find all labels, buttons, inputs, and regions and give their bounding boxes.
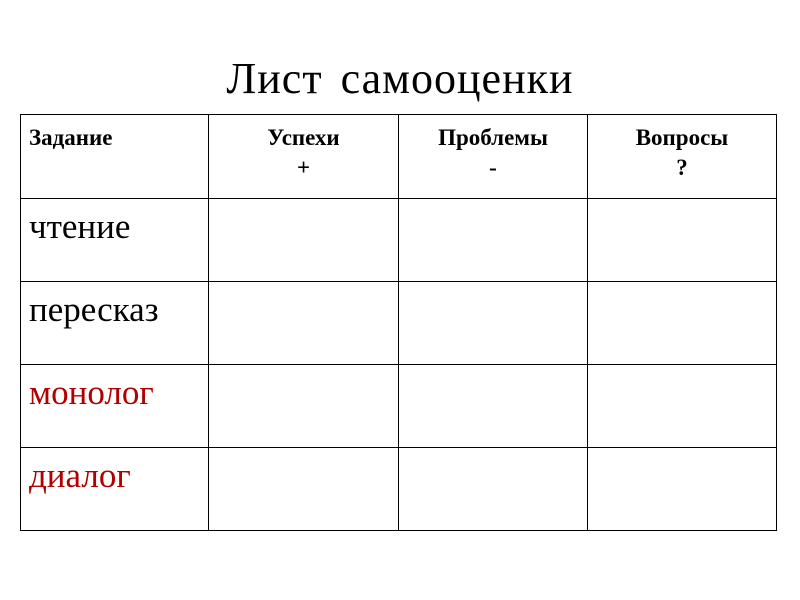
self-assessment-table <box>20 114 777 531</box>
header-label-task: Задание <box>29 125 113 150</box>
successes-cell[interactable] <box>209 365 399 448</box>
header-cell-questions <box>588 115 777 199</box>
header-symbol-plus: + <box>296 155 311 180</box>
header-label-questions: Вопросы <box>635 125 729 150</box>
questions-cell[interactable] <box>588 365 777 448</box>
header-cell-successes <box>209 115 399 199</box>
task-label-dialogue: диалог <box>29 456 131 495</box>
table-row <box>21 365 777 448</box>
questions-cell[interactable] <box>588 448 777 531</box>
table-row <box>21 282 777 365</box>
table-row <box>21 448 777 531</box>
problems-cell[interactable] <box>399 448 588 531</box>
successes-cell[interactable] <box>209 448 399 531</box>
task-cell <box>21 282 209 365</box>
problems-cell[interactable] <box>399 199 588 282</box>
task-cell <box>21 448 209 531</box>
questions-cell[interactable] <box>588 282 777 365</box>
successes-cell[interactable] <box>209 282 399 365</box>
header-label-problems: Проблемы <box>438 125 548 150</box>
header-cell-problems <box>399 115 588 199</box>
successes-cell[interactable] <box>209 199 399 282</box>
task-cell <box>21 199 209 282</box>
task-cell <box>21 365 209 448</box>
header-cell-task <box>21 115 209 199</box>
table-header-row <box>21 115 777 199</box>
problems-cell[interactable] <box>399 365 588 448</box>
task-label-retelling: пересказ <box>29 290 159 329</box>
task-label-monologue: монолог <box>29 373 154 412</box>
header-symbol-minus: - <box>489 155 497 180</box>
task-label-reading: чтение <box>29 207 131 246</box>
questions-cell[interactable] <box>588 199 777 282</box>
page-title: Лист самооценки <box>226 54 574 103</box>
header-symbol-question: ? <box>676 155 688 180</box>
table-row <box>21 199 777 282</box>
header-label-successes: Успехи <box>267 125 340 150</box>
problems-cell[interactable] <box>399 282 588 365</box>
